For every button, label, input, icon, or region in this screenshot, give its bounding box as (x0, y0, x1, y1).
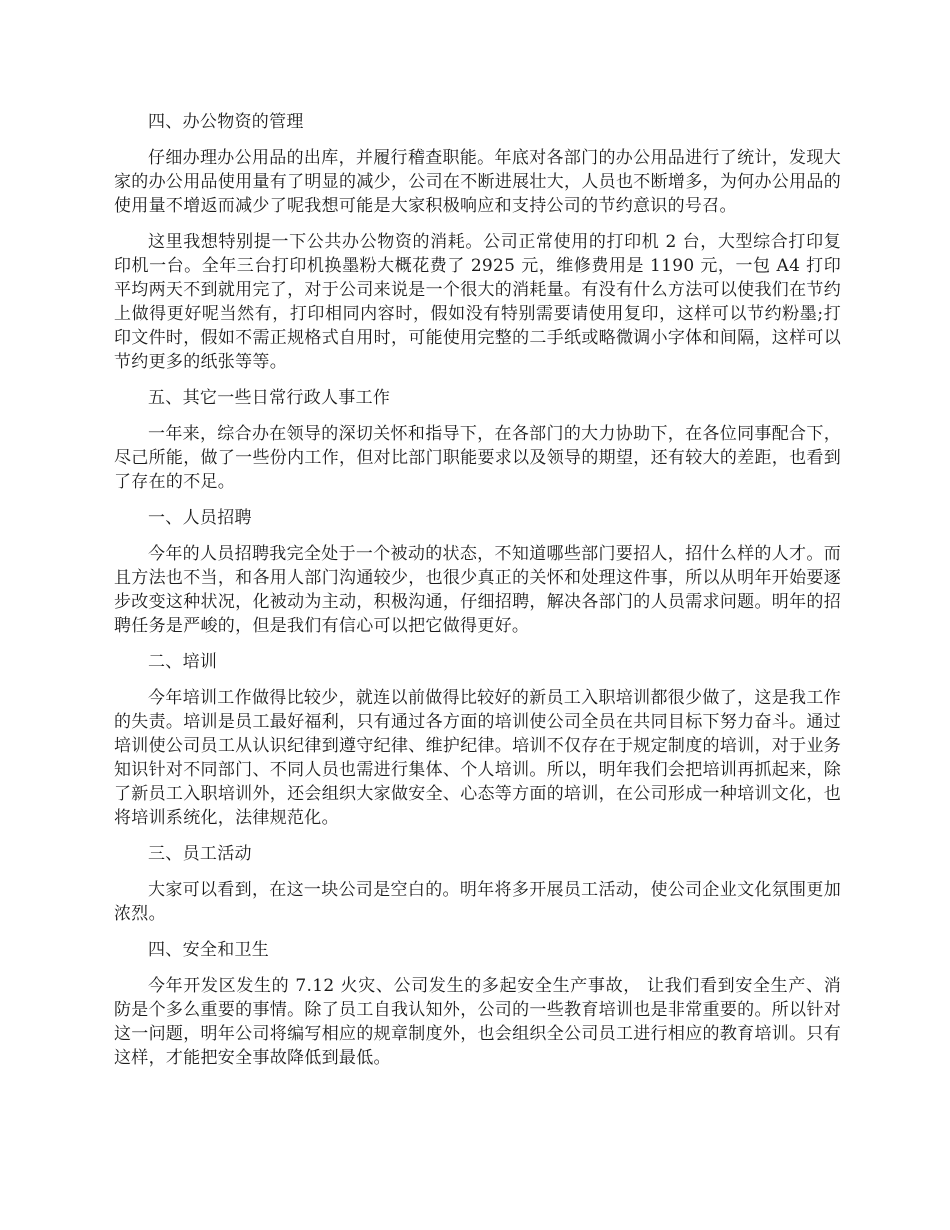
section-heading-admin-work: 五、其它一些日常行政人事工作 (148, 388, 391, 408)
paragraph-admin-summary: 一年来，综合办在领导的深切关怀和指导下，在各部门的大力协助下，在各位同事配合下，尽己所能，做了一些份内工作，但对比部门职能要求以及领导的期望，还有较大的差距，也看到了存在的不足。 (114, 424, 841, 492)
paragraph-training: 今年培训工作做得比较少，就连以前做得比较好的新员工入职培训都很少做了，这是我工作的失责。培训是员工最好福利，只有通过各方面的培训使公司全员在共同目标下努力奋斗。通过培训使公司员工从认识纪律到遵守纪律、维护纪律。培训不仅存在于规定制度的培训，对于业务知识针对不同部门、不同人员也需进行集体、个人培训。所以，明年我们会把培训再抓起来，除了新员工入职培训外，还会组织大家做安全、心态等方面的培训，在公司形成一种培训文化，也将培训系统化，法律规范化。 (114, 688, 841, 828)
paragraph-office-supplies-usage: 仔细办理办公用品的出库，并履行稽查职能。年底对各部门的办公用品进行了统计，发现大家的办公用品使用量有了明显的减少，公司在不断进展壮大，人员也不断增多，为何办公用品的使用量不增返而减少了呢我想可能是大家积极响应和支持公司的节约意识的号召。 (114, 148, 841, 216)
paragraph-printer-consumption: 这里我想特别提一下公共办公物资的消耗。公司正常使用的打印机 2 台，大型综合打印复印机一台。全年三台打印机换墨粉大概花费了 2925 元，维修费用是 1190 元，一包 A4 打印平均两天不到就用完了，对于公司来说是一个很大的消耗量。有没有什么方法可以使我们在节约上做得更好呢当然有，打印相同内容时，假如没有特别需要请使用复印，这样可以节约粉墨;打印文件时，假如不需正规格式自用时，可能使用完整的二手纸或略微调小字体和间隔，这样可以节约更多的纸张等等。 (114, 232, 841, 372)
paragraph-recruitment: 今年的人员招聘我完全处于一个被动的状态，不知道哪些部门要招人，招什么样的人才。而且方法也不当，和各用人部门沟通较少，也很少真正的关怀和处理这件事，所以从明年开始要逐步改变这种状况，化被动为主动，积极沟通，仔细招聘，解决各部门的人员需求问题。明年的招聘任务是严峻的，但是我们有信心可以把它做得更好。 (114, 544, 841, 636)
section-heading-training: 二、培训 (148, 652, 218, 672)
document-body (114, 110, 841, 1082)
section-heading-employee-activities: 三、员工活动 (148, 844, 252, 864)
paragraph-employee-activities: 大家可以看到，在这一块公司是空白的。明年将多开展员工活动，使公司企业文化氛围更加浓烈。 (114, 880, 841, 924)
section-heading-recruitment: 一、人员招聘 (148, 508, 252, 528)
section-heading-office-supplies: 四、办公物资的管理 (148, 112, 304, 132)
paragraph-safety: 今年开发区发生的 7.12 火灾、公司发生的多起安全生产事故， 让我们看到安全生产、消防是个多么重要的事情。除了员工自我认知外，公司的一些教育培训也是非常重要的。所以针对这一问题，明年公司将编写相应的规章制度外，也会组织全公司员工进行相应的教育培训。只有这样，才能把安全事故降低到最低。 (114, 976, 841, 1068)
section-heading-safety: 四、安全和卫生 (148, 940, 270, 960)
